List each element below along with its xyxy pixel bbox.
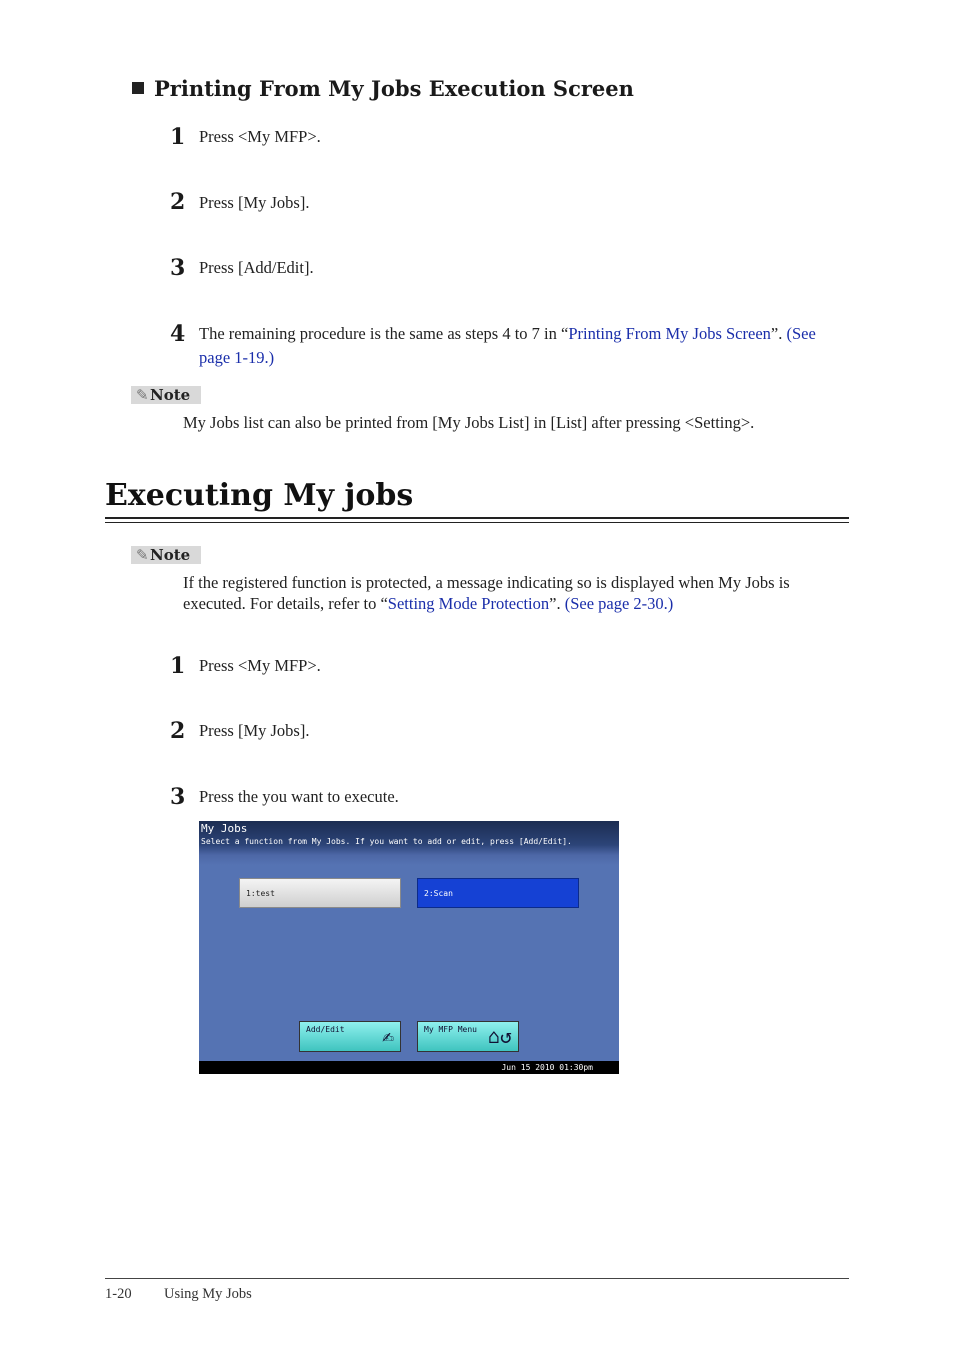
job-button-test[interactable]: 1:test (239, 878, 401, 908)
screen-message: Select a function from My Jobs. If you want to add or edit, press [Add/Edit]. (201, 837, 572, 846)
datetime: Jun 15 2010 01:30pm (501, 1063, 593, 1072)
step-text: Press <My MFP>. (199, 656, 321, 675)
heading-rule (105, 522, 849, 523)
step-text: Press the you want to execute. (199, 787, 399, 806)
step-number: 4 (170, 321, 186, 347)
my-mfp-menu-button[interactable]: My MFP Menu ⌂↺ (417, 1021, 519, 1052)
pencil-icon: ✎ (136, 546, 149, 564)
footer-chapter: Using My Jobs (164, 1286, 252, 1302)
heading-rule (105, 517, 849, 519)
step-number: 3 (170, 255, 186, 281)
step-text: Press [Add/Edit]. (199, 258, 314, 277)
screen-status-bar (199, 1061, 619, 1074)
screen-title: My Jobs (201, 822, 248, 835)
link-printing-from-my-jobs-screen[interactable]: Printing From My Jobs Screen (568, 324, 771, 343)
page-reference-link[interactable]: (See page 1-19.) (199, 324, 816, 367)
step-text: The remaining procedure is the same as steps 4 to 7 in “Printing From My Jobs Screen”. (See page 1-19.) (199, 324, 816, 367)
device-screen (199, 821, 619, 1074)
step-number: 3 (170, 784, 186, 810)
step-number: 1 (170, 653, 186, 679)
footer-rule (105, 1278, 849, 1279)
page-number: 1-20 (105, 1286, 132, 1302)
step-number: 2 (170, 189, 186, 215)
step-text: Press [My Jobs]. (199, 721, 310, 740)
note-text: If the registered function is protected, a message indicating so is displayed when My Jobs is executed. For details, refer to “Setting Mode Protection”. (See page 2-30.) (183, 573, 790, 613)
pencil-icon: ✎ (136, 386, 149, 404)
section-title: Printing From My Jobs Execution Screen (132, 76, 634, 101)
home-return-icon: ⌂↺ (487, 1024, 512, 1048)
link-setting-mode-protection[interactable]: Setting Mode Protection (387, 594, 550, 613)
page-reference-link[interactable]: (See page 2-30.) (564, 594, 674, 613)
step-number: 1 (170, 124, 186, 150)
screen-header (199, 821, 619, 855)
chapter-title: Executing My jobs (105, 478, 414, 513)
add-edit-button[interactable]: Add/Edit ✍ (299, 1021, 401, 1052)
pencil-icon: ✍ (381, 1024, 394, 1048)
job-button-scan[interactable]: 2:Scan (417, 878, 579, 908)
step-text: Press [My Jobs]. (199, 193, 310, 212)
square-bullet-icon (132, 82, 144, 94)
note-text: My Jobs list can also be printed from [My Jobs List] in [List] after pressing <Setting>. (183, 413, 755, 432)
step-number: 2 (170, 718, 186, 744)
step-text: Press <My MFP>. (199, 127, 321, 146)
note-badge: ✎Note (131, 386, 201, 404)
note-badge: ✎Note (131, 546, 201, 564)
